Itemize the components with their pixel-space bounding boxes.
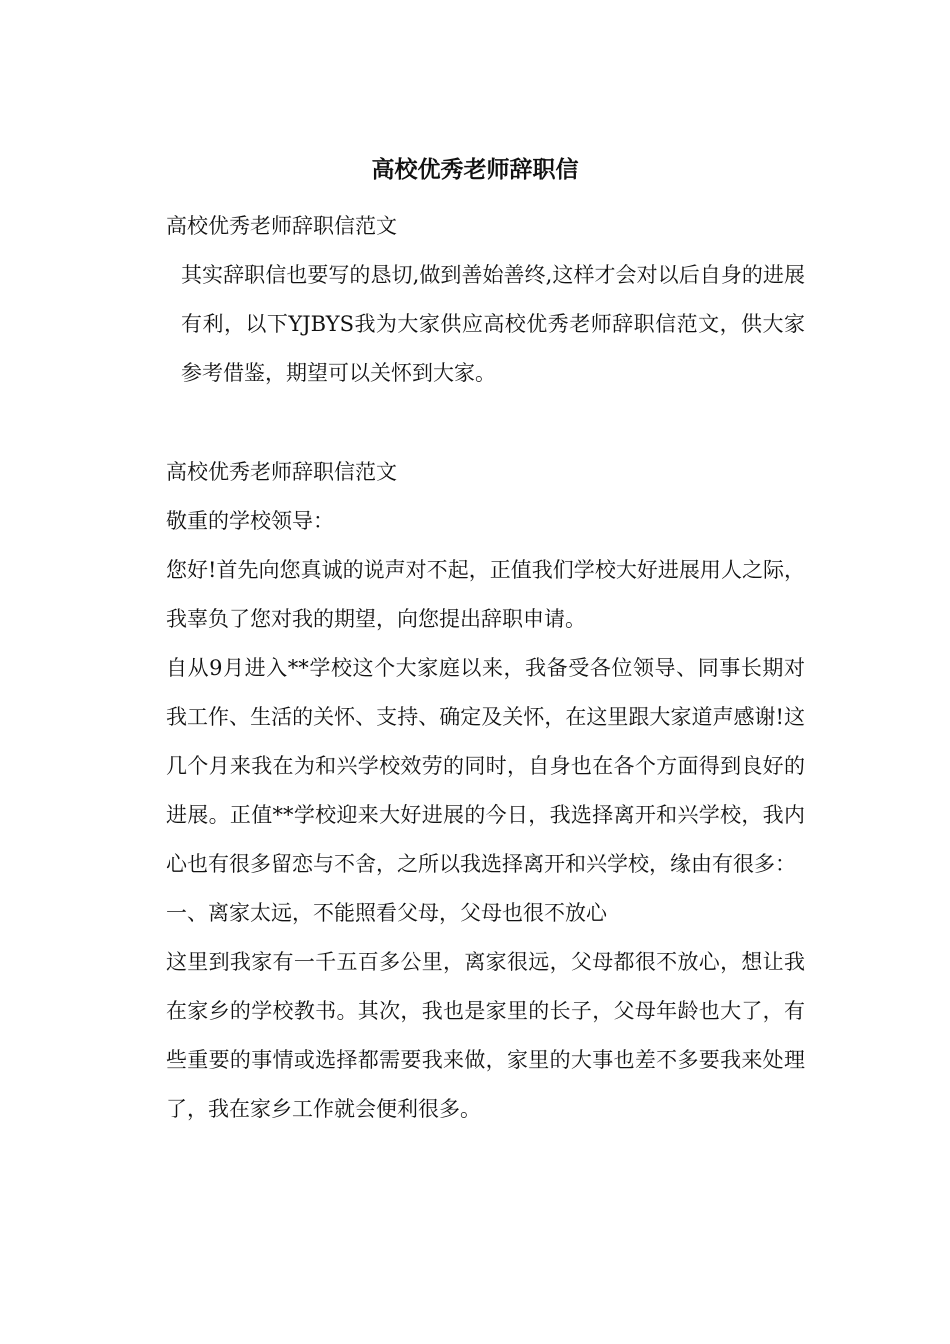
- paragraph-spacer: [145, 398, 805, 448]
- document-title: 高校优秀老师辞职信: [371, 156, 579, 183]
- paragraph-thanks: 自从9月进入**学校这个大家庭以来，我备受各位领导、同事长期对我工作、生活的关怀、支持、确定及关怀，在这里跟大家道声感谢!这几个月来我在为和兴学校效劳的同时，自身也在各个方面得到良好的进展。正值**学校迎来大好进展的今日，我选择离开和兴学校，我内心也有很多留恋与不舍，之所以我选择离开和兴学校，缘由有很多：: [166, 656, 805, 876]
- document-body: [145, 202, 805, 1134]
- paragraph-subtitle-repeat: 高校优秀老师辞职信范文: [166, 460, 397, 484]
- paragraph-apology: 您好!首先向您真诚的说声对不起，正值我们学校大好进展用人之际，我辜负了您对我的期望，向您提出辞职申请。: [166, 558, 805, 631]
- paragraph-reason-detail: 这里到我家有一千五百多公里，离家很远，父母都很不放心，想让我在家乡的学校教书。其次，我也是家里的长子，父母年龄也大了，有些重要的事情或选择都需要我来做，家里的大事也差不多要我来处理了，我在家乡工作就会便利很多。: [166, 950, 805, 1121]
- paragraph-salutation: 敬重的学校领导：: [166, 509, 334, 533]
- paragraph-reason-heading: 一、离家太远，不能照看父母，父母也很不放心: [166, 901, 607, 925]
- paragraph-intro: 其实辞职信也要写的恳切,做到善始善终,这样才会对以后自身的进展有利，以下YJBYS我为大家供应高校优秀老师辞职信范文，供大家参考借鉴，期望可以关怀到大家。: [181, 263, 805, 385]
- paragraph-subtitle: 高校优秀老师辞职信范文: [166, 214, 397, 238]
